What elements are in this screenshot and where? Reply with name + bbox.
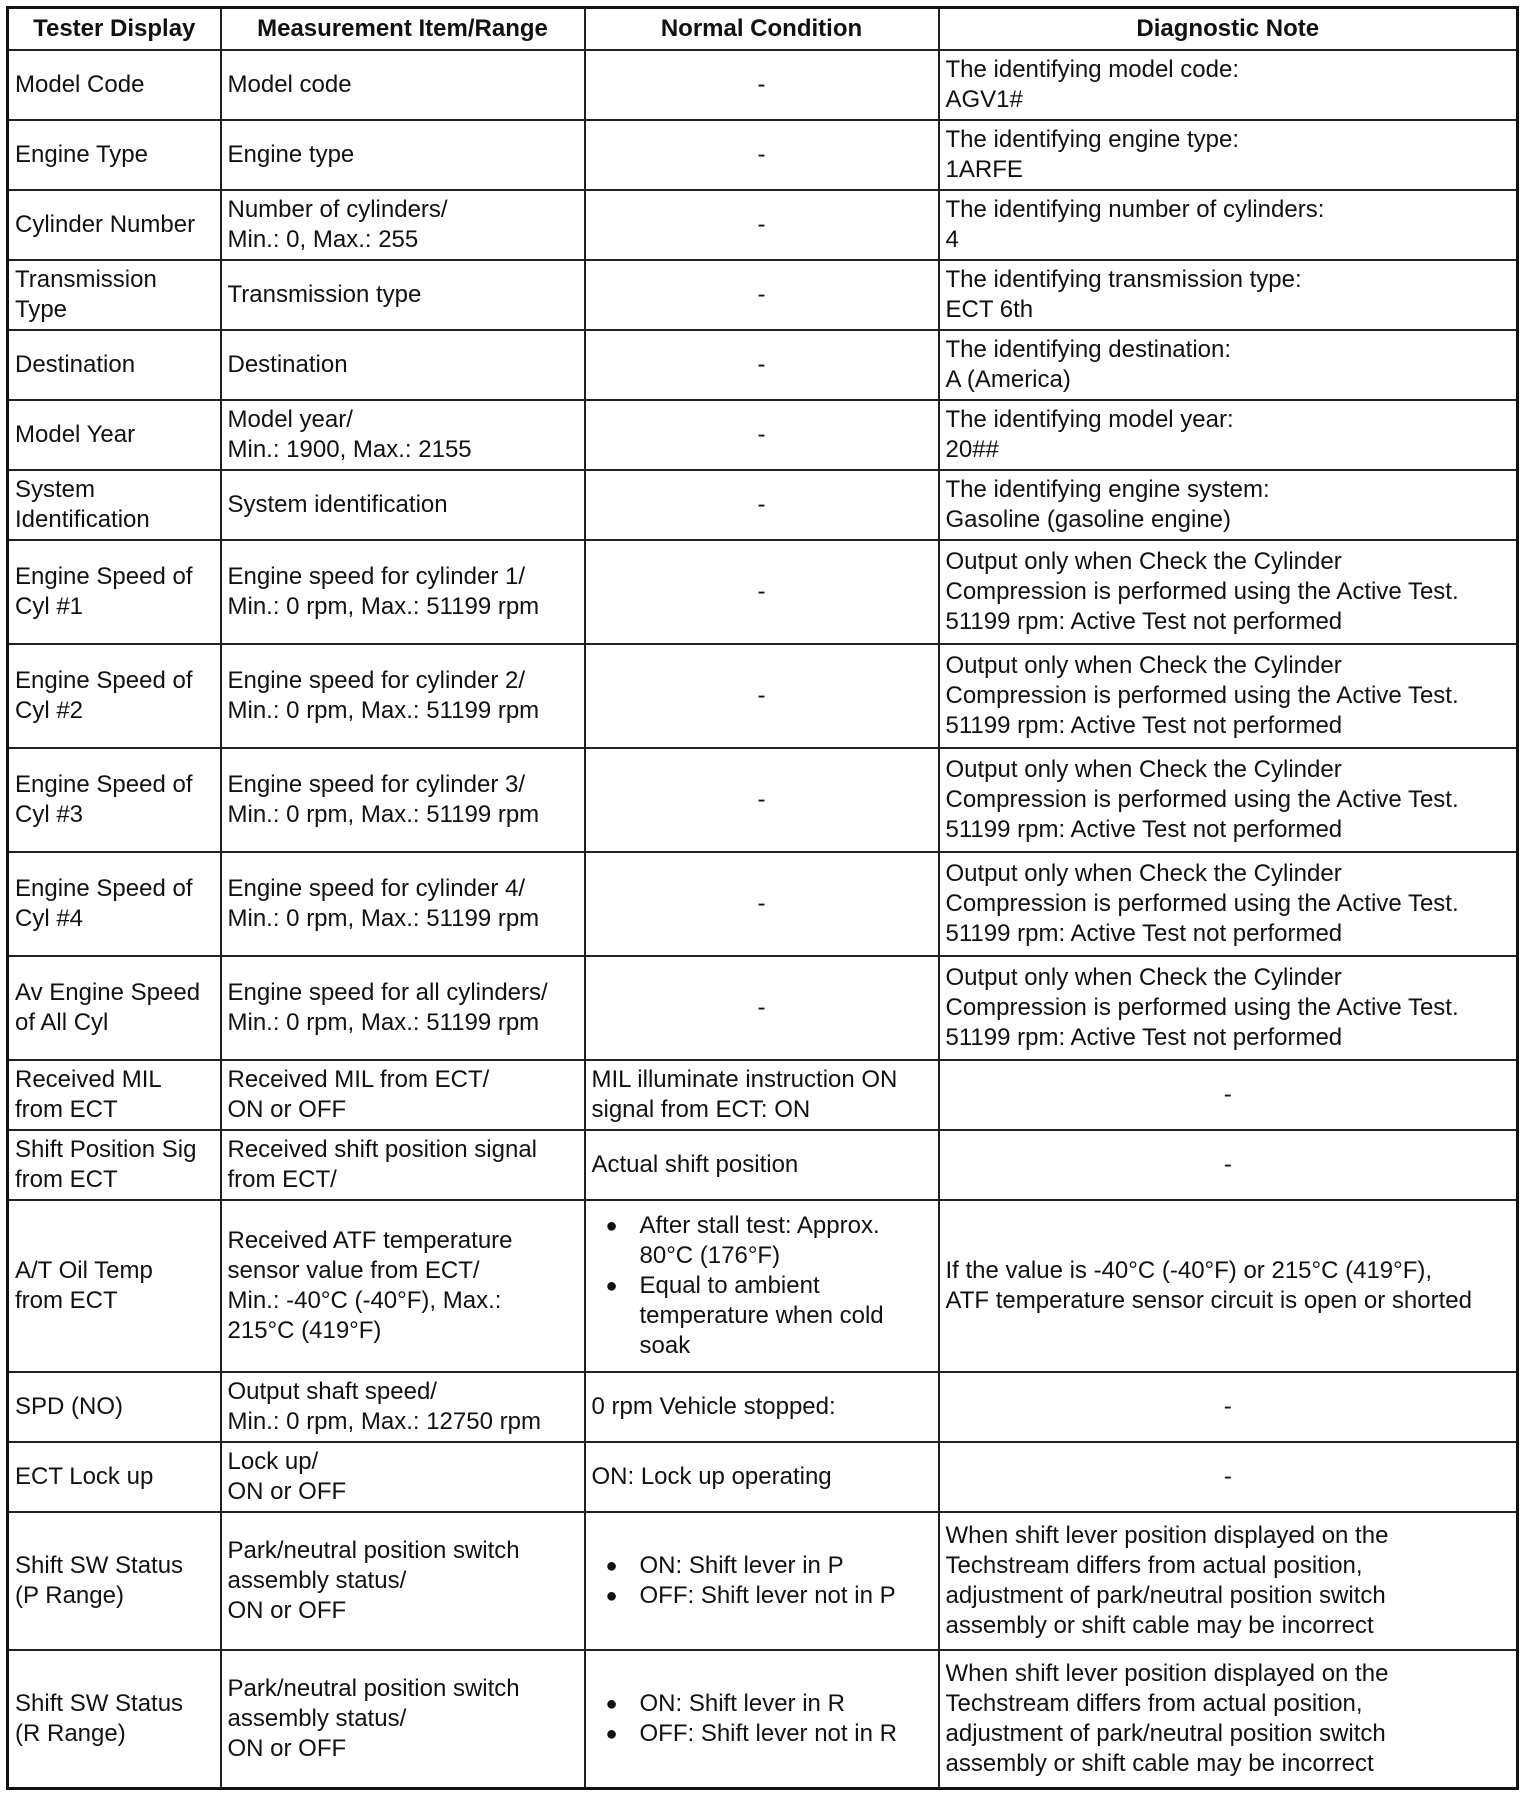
diagnostic-note-cell: If the value is -40°C (-40°F) or 215°C (419°F), ATF temperature sensor circuit is open or shorted — [939, 1200, 1518, 1372]
diagnostic-note-cell: The identifying transmission type: ECT 6th — [939, 260, 1518, 330]
table-body — [8, 50, 1518, 1789]
table-row — [8, 956, 1518, 1060]
measurement-item-cell: Engine speed for cylinder 4/ Min.: 0 rpm, Max.: 51199 rpm — [221, 852, 585, 956]
tester-display-cell: Transmission Type — [8, 260, 221, 330]
tester-display-cell: Received MIL from ECT — [8, 1060, 221, 1130]
diagnostic-data-table — [6, 6, 1519, 1790]
tester-display-cell: ECT Lock up — [8, 1442, 221, 1512]
diagnostic-note-cell: - — [939, 1372, 1518, 1442]
table-header-row — [8, 8, 1518, 51]
header-tester-display: Tester Display — [8, 8, 221, 51]
table-row — [8, 540, 1518, 644]
normal-condition-cell — [585, 1200, 939, 1372]
table-row — [8, 644, 1518, 748]
diagnostic-note-cell: The identifying model code: AGV1# — [939, 50, 1518, 120]
table-row — [8, 470, 1518, 540]
diagnostic-note-cell: The identifying engine system: Gasoline (gasoline engine) — [939, 470, 1518, 540]
table-row — [8, 50, 1518, 120]
tester-display-cell: Av Engine Speed of All Cyl — [8, 956, 221, 1060]
measurement-item-cell: Engine speed for all cylinders/ Min.: 0 rpm, Max.: 51199 rpm — [221, 956, 585, 1060]
diagnostic-note-cell: The identifying engine type: 1ARFE — [939, 120, 1518, 190]
table-row — [8, 1650, 1518, 1789]
normal-condition-cell: - — [585, 852, 939, 956]
normal-condition-cell: - — [585, 400, 939, 470]
table-row — [8, 400, 1518, 470]
diagnostic-note-cell: Output only when Check the Cylinder Compression is performed using the Active Test. 51199 rpm: Active Test not performed — [939, 540, 1518, 644]
normal-condition-cell — [585, 1650, 939, 1789]
normal-condition-cell: - — [585, 260, 939, 330]
table-row — [8, 330, 1518, 400]
measurement-item-cell: Engine speed for cylinder 3/ Min.: 0 rpm, Max.: 51199 rpm — [221, 748, 585, 852]
normal-condition-cell — [585, 1512, 939, 1650]
tester-display-cell: Engine Speed of Cyl #1 — [8, 540, 221, 644]
normal-condition-cell: - — [585, 748, 939, 852]
tester-display-cell: Cylinder Number — [8, 190, 221, 260]
normal-condition-list — [592, 1551, 932, 1611]
measurement-item-cell: Destination — [221, 330, 585, 400]
tester-display-cell: Engine Speed of Cyl #2 — [8, 644, 221, 748]
normal-condition-cell: Actual shift position — [585, 1130, 939, 1200]
normal-condition-cell: - — [585, 50, 939, 120]
tester-display-cell: Shift Position Sig from ECT — [8, 1130, 221, 1200]
tester-display-cell: Shift SW Status (R Range) — [8, 1650, 221, 1789]
normal-condition-cell: - — [585, 330, 939, 400]
header-measurement-item: Measurement Item/Range — [221, 8, 585, 51]
normal-condition-list — [592, 1689, 932, 1749]
tester-display-cell: Engine Speed of Cyl #3 — [8, 748, 221, 852]
diagnostic-note-cell: The identifying model year: 20## — [939, 400, 1518, 470]
tester-display-cell: Model Code — [8, 50, 221, 120]
normal-condition-cell: - — [585, 120, 939, 190]
table-row — [8, 190, 1518, 260]
measurement-item-cell: Park/neutral position switch assembly status/ ON or OFF — [221, 1512, 585, 1650]
table-row — [8, 1130, 1518, 1200]
tester-display-cell: Shift SW Status (P Range) — [8, 1512, 221, 1650]
table-row — [8, 1442, 1518, 1512]
measurement-item-cell: Engine type — [221, 120, 585, 190]
normal-condition-bullet: ● OFF: Shift lever not in R — [606, 1719, 932, 1749]
measurement-item-cell: Engine speed for cylinder 2/ Min.: 0 rpm, Max.: 51199 rpm — [221, 644, 585, 748]
normal-condition-cell: - — [585, 956, 939, 1060]
normal-condition-bullet: ● After stall test: Approx. 80°C (176°F) — [606, 1211, 932, 1271]
normal-condition-cell: ON: Lock up operating — [585, 1442, 939, 1512]
normal-condition-cell: - — [585, 190, 939, 260]
tester-display-cell: SPD (NO) — [8, 1372, 221, 1442]
normal-condition-list — [592, 1211, 932, 1361]
diagnostic-note-cell: - — [939, 1130, 1518, 1200]
measurement-item-cell: Model year/ Min.: 1900, Max.: 2155 — [221, 400, 585, 470]
tester-display-cell: System Identification — [8, 470, 221, 540]
measurement-item-cell: Output shaft speed/ Min.: 0 rpm, Max.: 12750 rpm — [221, 1372, 585, 1442]
tester-display-cell: A/T Oil Temp from ECT — [8, 1200, 221, 1372]
measurement-item-cell: Engine speed for cylinder 1/ Min.: 0 rpm, Max.: 51199 rpm — [221, 540, 585, 644]
table-row — [8, 1372, 1518, 1442]
table-row — [8, 748, 1518, 852]
normal-condition-cell: MIL illuminate instruction ON signal from ECT: ON — [585, 1060, 939, 1130]
diagnostic-note-cell: Output only when Check the Cylinder Compression is performed using the Active Test. 51199 rpm: Active Test not performed — [939, 644, 1518, 748]
tester-display-cell: Engine Type — [8, 120, 221, 190]
diagnostic-note-cell: Output only when Check the Cylinder Compression is performed using the Active Test. 51199 rpm: Active Test not performed — [939, 956, 1518, 1060]
tester-display-cell: Model Year — [8, 400, 221, 470]
header-diagnostic-note: Diagnostic Note — [939, 8, 1518, 51]
table-row — [8, 1512, 1518, 1650]
measurement-item-cell: Lock up/ ON or OFF — [221, 1442, 585, 1512]
measurement-item-cell: Number of cylinders/ Min.: 0, Max.: 255 — [221, 190, 585, 260]
diagnostic-note-cell: Output only when Check the Cylinder Compression is performed using the Active Test. 51199 rpm: Active Test not performed — [939, 748, 1518, 852]
table-row — [8, 260, 1518, 330]
measurement-item-cell: Received shift position signal from ECT/ — [221, 1130, 585, 1200]
table-row — [8, 852, 1518, 956]
diagnostic-note-cell: - — [939, 1060, 1518, 1130]
table-row — [8, 1060, 1518, 1130]
measurement-item-cell: Model code — [221, 50, 585, 120]
normal-condition-cell: - — [585, 644, 939, 748]
diagnostic-note-cell: The identifying number of cylinders: 4 — [939, 190, 1518, 260]
measurement-item-cell: System identification — [221, 470, 585, 540]
normal-condition-bullet: ● OFF: Shift lever not in P — [606, 1581, 932, 1611]
normal-condition-bullet: ● ON: Shift lever in R — [606, 1689, 932, 1719]
tester-display-cell: Engine Speed of Cyl #4 — [8, 852, 221, 956]
diagnostic-note-cell: Output only when Check the Cylinder Compression is performed using the Active Test. 51199 rpm: Active Test not performed — [939, 852, 1518, 956]
table-row — [8, 120, 1518, 190]
normal-condition-cell: - — [585, 470, 939, 540]
diagnostic-note-cell: - — [939, 1442, 1518, 1512]
table-row — [8, 1200, 1518, 1372]
measurement-item-cell: Park/neutral position switch assembly status/ ON or OFF — [221, 1650, 585, 1789]
normal-condition-cell: - — [585, 540, 939, 644]
diagnostic-note-cell: When shift lever position displayed on the Techstream differs from actual position, adjustment of park/neutral position switch assembly or shift cable may be incorrect — [939, 1512, 1518, 1650]
diagnostic-note-cell: The identifying destination: A (America) — [939, 330, 1518, 400]
normal-condition-bullet: ● Equal to ambient temperature when cold soak — [606, 1271, 932, 1361]
measurement-item-cell: Received ATF temperature sensor value from ECT/ Min.: -40°C (-40°F), Max.: 215°C (419°F) — [221, 1200, 585, 1372]
tester-display-cell: Destination — [8, 330, 221, 400]
normal-condition-cell: 0 rpm Vehicle stopped: — [585, 1372, 939, 1442]
measurement-item-cell: Received MIL from ECT/ ON or OFF — [221, 1060, 585, 1130]
header-normal-condition: Normal Condition — [585, 8, 939, 51]
normal-condition-bullet: ● ON: Shift lever in P — [606, 1551, 932, 1581]
diagnostic-note-cell: When shift lever position displayed on the Techstream differs from actual position, adjustment of park/neutral position switch assembly or shift cable may be incorrect — [939, 1650, 1518, 1789]
measurement-item-cell: Transmission type — [221, 260, 585, 330]
